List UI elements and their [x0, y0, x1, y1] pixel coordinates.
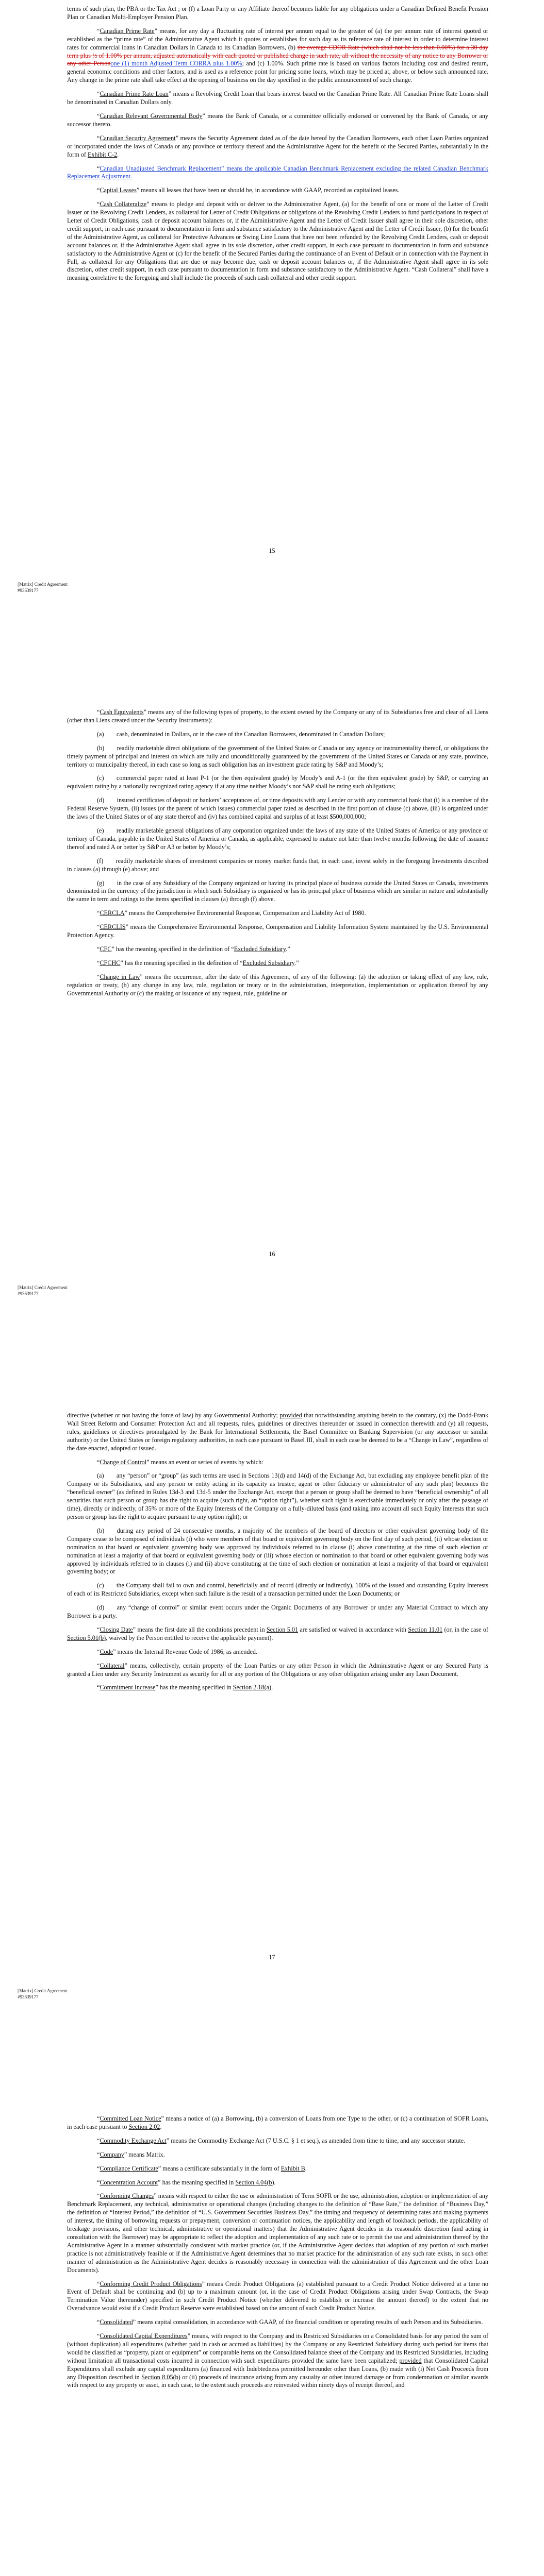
- defined-term: Company: [100, 2150, 124, 2158]
- page-footer: [18, 1988, 68, 2000]
- definition-canadian-prime-rate-loan: [67, 90, 488, 107]
- quote: “: [97, 2332, 100, 2340]
- text: ” means, collectively, certain property of the Loan Parties or any other Person in which the Administrative Agent or any Secured Party is granted a Lien under any Security Instrument as security for all or any portion of the Obligations or any other obligation arising under any Loan Document.: [67, 1662, 488, 1677]
- defined-term: Collateral: [100, 1662, 125, 1669]
- text: ” means a notice of (a) a Borrowing, (b) a conversion of Loans from one Type to the other, or (c) a continuation of SOFR Loans, in each case pursuant to: [67, 2115, 489, 2130]
- text: ” means Matrix.: [124, 2150, 165, 2158]
- text: ” means to pledge and deposit with or deliver to the Administrative Agent, (a) for the benefit of one or more of the Letter of Credit Issuer or the Revolving Credit Lenders, as collateral for Letter of Credit Obligations or obligations of the Revolving Credit Lenders to fund participations in respect of Letter of Credit Obligations, cash or deposit account balances or, if the Administrative Agent and the Letter of Credit Issuer shall agree in their sole discretion, other credit support, in each case pursuant to documentation in form and substance satisfactory to the Administrative Agent and the Letter of Credit Issuer, (b) for the benefit of the Administrative Agent, as collateral for Protective Advances or Swing Line Loans that have not been refunded by the Revolving Credit Lenders, cash or deposit account balances or, if the Administrative Agent shall agree in its sole discretion, other credit support, in each case pursuant to documentation in form and substance satisfactory to the Administrative Agent or (c) for the benefit of the Secured Parties during the continuance of an Event of Default or in connection with the Payment in Full, as collateral for any Obligations that are due or may become due, cash or deposit account balances or, if the Administrative Agent shall agree in its sole discretion, other credit support, in each case pursuant to documentation in form and substance satisfactory to the Administrative Agent. “Cash Collateral” shall have a meaning correlative to the foregoing and shall include the proceeds of such cash collateral and other credit support.: [67, 200, 488, 282]
- text: .: [160, 2123, 162, 2130]
- quote: “: [97, 2192, 100, 2200]
- list-item: [67, 1472, 488, 1521]
- term-reference: Excluded Subsidiary: [242, 959, 295, 967]
- defined-term: CERCLA: [100, 909, 125, 917]
- text: (d) insured certificates of deposit or bankers’ acceptances of, or time deposits with any Lender or with any commercial bank that (i) is a member of the Federal Reserve System, (ii) issues (or the parent of which issues) commercial paper rated as described in the first portion of clause (c) above, (iii) is organized under the laws of the United States or of any state thereof and (iv) has combined capital and surplus of at least $500,000,000;: [67, 796, 488, 821]
- text: ” means an event or series of events by which:: [146, 1458, 263, 1466]
- definition-canadian-unadjusted-benchmark-replacement: [67, 165, 488, 181]
- page-number: 16: [269, 1250, 275, 1258]
- defined-term: CERCLIS: [100, 923, 126, 931]
- text: .: [305, 2164, 307, 2172]
- text: ” means, for any day a fluctuating rate of interest per annum equal to the greater of (a) the per annum rate of interest quoted or established as the “prime rate” of the Administrative Agent which it quotes or establishes for such day as its reference rate of interest in order to determine interest rates for commercial loans in Canadian Dollars in Canada to its Canadian Borrowers, (b): [67, 27, 488, 51]
- definition-consolidated-capital-expenditures: [67, 2332, 488, 2389]
- defined-term: Cash Equivalents: [100, 708, 144, 716]
- quote: “: [97, 1648, 100, 1655]
- emphasis: provided: [399, 2357, 422, 2364]
- text: .: [271, 1684, 273, 1691]
- quote: “: [97, 90, 100, 98]
- text: ” means a certificate substantially in the form of: [158, 2164, 281, 2172]
- text: ” means the first date all the conditions precedent in: [133, 1625, 267, 1633]
- text: that notwithstanding anything herein to the contrary, (x) the Dodd-Frank Wall Street Reform and Consumer Protection Act and all requests, rules, guidelines or directives thereunder or issued in connection therewith and (y) all requests, rules, guidelines or directives promulgated by the Bank for International Settlements, the Basel Committee on Banking Supervision (or any successor or similar authority) or the United States or foreign regulatory authorities, in each case pursuant to Basel III, shall in each case be deemed to be a “Change in Law”, regardless of the date enacted, adopted or issued.: [67, 1412, 488, 1452]
- text: (c) commercial paper rated at least P-1 (or the then equivalent grade) by Moody’s and A-1 (or the then equivalent grade) by S&P, or carrying an equivalent rating by a nationally recognized rating agency if at any time neither Moody’s nor S&P shall be rating such obligations;: [67, 774, 488, 790]
- text: (e) readily marketable general obligations of any corporation organized under the laws of any state of the United States of America or any province or territory of Canada, payable in the United States of America or Canada, as applicable, expressed to mature not later than twelve months following the date of issuance thereof and rated A or better by S&P or A3 or better by Moody’s;: [67, 826, 488, 851]
- footer-title: [Matrix] Credit Agreement: [18, 582, 68, 587]
- defined-term: Code: [100, 1648, 113, 1655]
- quote: “: [97, 2318, 100, 2326]
- text: (a) cash, denominated in Dollars, or in the case of the Canadian Borrowers, denominated in Canadian Dollars;: [97, 730, 385, 738]
- definition-closing-date: [67, 1626, 488, 1642]
- text: ” has the meaning specified in: [158, 2178, 236, 2186]
- definition-compliance-certificate: [67, 2165, 488, 2173]
- defined-term: Cash Collateralize: [100, 200, 147, 208]
- text: ” means the Bank of Canada, or a committee officially endorsed or convened by the Bank of Canada, or any successor thereto.: [67, 112, 488, 128]
- text: ” means Credit Product Obligations (a) established pursuant to a Credit Product Notice delivered at a time no Event of Default shall be continuing and (b) up to a maximum amount (or, in the case of Credit Product Obligations arising under Swap Contracts, the Swap Termination Value thereunder) specified in such Credit Product Notice (whether delivered to establish or increase the amount thereof) to the extent that no Overadvance would exist if a Credit Product Reserve were established based on the amount of such Credit Product Notice.: [67, 2280, 488, 2312]
- quote: “: [97, 1458, 100, 1466]
- definition-collateral: [67, 1662, 488, 1679]
- definition-cfc: [67, 945, 488, 954]
- definition-concentration-account: [67, 2179, 488, 2187]
- page-15: [0, 0, 544, 703]
- text: ” means the Comprehensive Environmental Response, Compensation and Liability Information System maintained by the U.S. Environmental Protection Agency.: [67, 923, 488, 939]
- quote: “: [97, 164, 100, 172]
- quote: “: [97, 959, 100, 967]
- definition-consolidated: [67, 2318, 488, 2327]
- defined-term: Conforming Changes: [100, 2192, 154, 2200]
- text: terms of such plan, the PBA or the Tax Act ; or (f) a Loan Party or any Affiliate thereof becomes liable for any obligations under a Canadian Defined Benefit Pension Plan or Canadian Multi-Employer Pension Plan.: [67, 5, 488, 21]
- page-footer: [18, 1284, 68, 1297]
- footer-title: [Matrix] Credit Agreement: [18, 1285, 68, 1290]
- defined-term: Conforming Credit Product Obligations: [100, 2280, 202, 2287]
- definition-commitment-increase: [67, 1684, 488, 1692]
- defined-term: Change in Law: [100, 973, 140, 980]
- quote: “: [97, 2178, 100, 2186]
- list-item: [67, 879, 488, 904]
- exhibit-reference[interactable]: Exhibit C-2: [87, 150, 118, 158]
- text: (b) readily marketable direct obligations of the government of the United States or Canada or any agency or instrumentality thereof, or obligations the timely payment of principal and interest on which are fully and unconditionally guaranteed by the government of the United States or Canada or any state, province, territory or municipality thereof, in each case so long as such obligation has an investment grade rating by S&P and Moody’s;: [67, 744, 488, 768]
- text: ” has the meaning specified in: [155, 1684, 233, 1691]
- footer-doc-id: #93639177: [18, 1994, 39, 1999]
- section-reference[interactable]: Section 11.01: [408, 1625, 443, 1633]
- quote: “: [97, 2150, 100, 2158]
- page-body: [67, 1412, 488, 1692]
- quote: “: [97, 2164, 100, 2172]
- defined-term: CFCHC: [100, 959, 121, 967]
- quote: “: [97, 1625, 100, 1633]
- list-item: [67, 774, 488, 791]
- defined-term: Capital Leases: [100, 187, 137, 194]
- quote: “: [97, 2137, 100, 2144]
- text: (c) the Company shall fail to own and control, beneficially and of record (directly or indirectly), 100% of the issued and outstanding Equity Interests of each of its Restricted Subsidiaries, except when such failure is the result of a transaction permitted under the Loan Documents; or: [67, 1582, 488, 1598]
- section-reference[interactable]: Section 5.01(b): [67, 1634, 106, 1641]
- defined-term: Consolidated Capital Expenditures: [100, 2332, 188, 2340]
- defined-term: CFC: [100, 945, 112, 953]
- quote: “: [97, 2115, 100, 2122]
- definition-cercla: [67, 909, 488, 918]
- definition-canadian-prime-rate: [67, 27, 488, 84]
- defined-term: Consolidated: [100, 2318, 133, 2326]
- list-item: [67, 1527, 488, 1576]
- definition-commodity-exchange-act: [67, 2137, 488, 2145]
- text: .: [274, 2178, 276, 2186]
- quote: “: [97, 909, 100, 917]
- definition-code: [67, 1648, 488, 1656]
- text: (f) readily marketable shares of investment companies or money market funds that, in each case, invest solely in the foregoing Investments described in clauses (a) through (e) above; and: [67, 857, 488, 873]
- list-item: [67, 1604, 488, 1620]
- defined-term: Closing Date: [100, 1625, 133, 1633]
- text: (or, in the case of: [442, 1625, 488, 1633]
- list-item: [67, 1582, 488, 1598]
- text: ” means the Commodity Exchange Act (7 U.S.C. § 1 et seq.), as amended from time to time, and any successor statute.: [166, 2137, 466, 2144]
- text: (g) in the case of any Subsidiary of the Company organized or having its principal place of business outside the United States or Canada, investments denominated in the currency of the jurisdiction in which such Subsidiary is organized or has its principal place of business which are similar in nature and substantially the same in term and ratings to the items specified in clauses (a) through (f) above.: [67, 879, 488, 903]
- list-item: [67, 796, 488, 821]
- text: ” means the occurrence, after the date of this Agreement, of any of the following: (a) the adoption or taking effect of any law, rule, regulation or treaty, (b) any change in any law, rule, regulation or treaty or in the administration, interpretation, implementation or application thereof by any Governmental Authority or (c) the making or issuance of any request, rule, guideline or: [67, 973, 488, 997]
- text: (d) any “change of control” or similar event occurs under the Organic Documents of any Borrower or under any Material Contract to which any Borrower is a party.: [67, 1604, 488, 1620]
- text: ” means the Comprehensive Environmental Response, Compensation and Liability Act of 1980.: [124, 909, 366, 917]
- quote: “: [97, 1684, 100, 1691]
- page-body: [67, 2115, 488, 2389]
- defined-term: Canadian Prime Rate Loan: [100, 90, 169, 98]
- paragraph: [67, 5, 488, 22]
- text: ” means a Revolving Credit Loan that bears interest based on the Canadian Prime Rate. All Canadian Prime Rate Loans shall be denominated in Canadian Dollars only.: [67, 90, 488, 106]
- text: .: [117, 150, 119, 158]
- quote: “: [97, 708, 100, 716]
- text: ” means all leases that have been or should be, in accordance with GAAP, recorded as capitalized leases.: [136, 187, 400, 194]
- text: or (ii) proceeds of insurance arising from any casualty or other insured damage or from condemnation or similar awards with respect to any property or asset, in each case, to the extent such proceeds are reinvested within ninety days of receipt thereof, and: [67, 2373, 488, 2389]
- emphasis: provided: [279, 1412, 302, 1419]
- page-18: [0, 2110, 544, 2576]
- list-item: [67, 827, 488, 852]
- definition-cash-equivalents: [67, 708, 488, 725]
- section-reference[interactable]: Section 2.18(a): [233, 1684, 272, 1691]
- definition-company: [67, 2151, 488, 2159]
- section-reference[interactable]: Section 5.01: [266, 1625, 299, 1633]
- definition-capital-leases: [67, 187, 488, 195]
- definition-canadian-relevant-governmental-body: [67, 112, 488, 129]
- text: , waived by the Person entitled to receive the applicable payment).: [106, 1634, 273, 1641]
- section-reference[interactable]: Section 4.04(b): [235, 2178, 274, 2186]
- page-body: [67, 5, 488, 282]
- defined-term: Canadian Security Agreement: [100, 134, 176, 142]
- definition-change-in-law: [67, 973, 488, 998]
- text: directive (whether or not having the force of law) by any Governmental Authority;: [67, 1412, 280, 1419]
- page-footer: [18, 581, 68, 594]
- quote: “: [97, 1662, 100, 1669]
- definition-canadian-security-agreement: [67, 134, 488, 159]
- quote: “: [97, 112, 100, 120]
- definition-cash-collateralize: [67, 200, 488, 282]
- list-item: [67, 731, 488, 739]
- term-reference: Excluded Subsidiary: [234, 945, 286, 953]
- defined-term: Commodity Exchange Act: [100, 2137, 167, 2144]
- text: ” has the meaning specified in the definition of “: [120, 959, 243, 967]
- text: ” means the Internal Revenue Code of 1986, as amended.: [113, 1648, 258, 1655]
- text: ” means with respect to either the use or administration of Term SOFR or the use, administration, adoption or implementation of any Benchmark Replacement, any technical, administrative or operational changes (including changes to the definition of “Base Rate,” the definition of “Business Day,” the definition of “Interest Period,” the definition of “U.S. Government Securities Business Day,” the timing and frequency of determining rates and making payments of interest, the timing of borrowing requests or prepayment, conversion or continuation notices, the applicability and length of lookback periods, the applicability of breakage provisions, and other technical, administrative or operational matters) that the Administrative Agent decides in its reasonable discretion (and acting in consultation with the Borrower) may be appropriate to reflect the adoption and implementation of any such rate or to permit the use and administration thereof by the Administrative Agent in a manner substantially consistent with market practice (or, if the Administrative Agent decides that adoption of any portion of such market practice is not administratively feasible or if the Administrative Agent determines that no market practice for the administration of any such rate exists, in such other manner of administration as the Administrative Agent decides is reasonably necessary in connection with the administration of this Agreement and the other Loan Documents).: [67, 2192, 488, 2274]
- quote: “: [97, 973, 100, 980]
- page-17: [0, 1406, 544, 2110]
- text: (b) during any period of 24 consecutive months, a majority of the members of the board of directors or other equivalent governing body of the Company cease to be composed of individuals (i) who were members of that board or equivalent governing body on the first day of such period, (ii) whose election or nomination to that board or equivalent governing body was approved by individuals referred to in clause (i) above constituting at the time of such election or nomination at least a majority of that board or equivalent governing body or (iii) whose election or nomination to that board or other equivalent governing body was approved by individuals referred to in clauses (i) and (ii) above constituting at the time of such election or nomination at least a majority of that board or equivalent governing body; or: [67, 1527, 488, 1575]
- section-reference[interactable]: Section 2.02: [128, 2123, 160, 2130]
- quote: “: [97, 945, 100, 953]
- text: ” means the Security Agreement dated as of the date hereof by the Canadian Borrowers, each other Loan Parties organized or incorporated under the laws of Canada or any province or territory thereof and the Administrative Agent for the benefit of the Secured Parties, substantially in the form of: [67, 134, 488, 158]
- definition-conforming-changes: [67, 2192, 488, 2274]
- text: are satisfied or waived in accordance with: [298, 1625, 408, 1633]
- definition-committed-loan-notice: [67, 2115, 488, 2131]
- quote: “: [97, 27, 100, 35]
- quote: “: [97, 187, 100, 194]
- defined-term: Commitment Increase: [100, 1684, 156, 1691]
- quote: “: [97, 2280, 100, 2287]
- text: ” has the meaning specified in the definition of “: [111, 945, 234, 953]
- page-16: [0, 703, 544, 1406]
- defined-term: Concentration Account: [100, 2178, 158, 2186]
- defined-term: Canadian Prime Rate: [100, 27, 155, 35]
- text: .”: [286, 945, 290, 953]
- definition-cerclis: [67, 923, 488, 940]
- defined-term: Compliance Certificate: [100, 2164, 158, 2172]
- text: (a) any “person” or “group” (as such terms are used in Sections 13(d) and 14(d) of the Exchange Act, but excluding any employee benefit plan of the Company or its Subsidiaries, and any person or entity acting in its capacity as trustee, agent or other fiduciary or administrator of any such plan) becomes the “beneficial owner” (as defined in Rules 13d-3 and 13d-5 under the Exchange Act, except that a person or group shall be deemed to have “beneficial ownership” of all securities that such person or group has the right to acquire (such right, an “option right”), whether such right is exercisable immediately or only after the passage of time), directly or indirectly, of 35% or more of the Equity Interests of the Company on a fully-diluted basis (and taking into account all such Equity Interests that such person or group has the right to acquire pursuant to any option right); or: [67, 1472, 488, 1520]
- defined-term: Committed Loan Notice: [100, 2115, 161, 2122]
- text: that Consolidated Capital Expenditures shall exclude any capital expenditures (a) financed with Indebtedness permitted hereunder other than Loans, (b) made with (i) Net Cash Proceeds from any Disposition described in: [67, 2357, 489, 2381]
- footer-doc-id: #93639177: [18, 1291, 39, 1296]
- text: ” means any of the following types of property, to the extent owned by the Company or any of its Subsidiaries free and clear of all Liens (other than Liens created under the Security Instruments):: [67, 708, 488, 724]
- definition-cfchc: [67, 959, 488, 968]
- text: ” means, with respect to the Company and its Restricted Subsidiaries on a Consolidated basis for any period the sum of (without duplication) all expenditures (whether paid in cash or accrued as liabilities) by the Company or any Restricted Subsidiary during such period for items that would be classified as “property, plant or equipment” or comparable items on the Consolidated balance sheet of the Company and its Restricted Subsidiaries, including without limitation all transactional costs incurred in connection with such expenditures provided the same have been capitalized;: [67, 2332, 488, 2364]
- definition-conforming-credit-product-obligations: [67, 2280, 488, 2313]
- quote: “: [97, 923, 100, 931]
- text: ” means capital consolidation, in accordance with GAAP, of the financial condition or operating results of such Person and its Subsidiaries.: [133, 2318, 483, 2326]
- quote: “: [97, 134, 100, 142]
- inserted-text: one (1) month Adjusted Term CORRA plus 1.00%: [110, 60, 242, 67]
- section-reference[interactable]: Section 8.05(b): [141, 2373, 180, 2381]
- list-item: [67, 857, 488, 874]
- deleted-text: the average CDOR Rate (which shall not be less than 0.00%) for a 30 day term plus ½ of 1.00% per annum, adjusted automatically with each quoted or published change in such rate, all without the necessity of any notice to any Borrower or any other Person: [67, 43, 488, 67]
- quote: “: [97, 200, 100, 208]
- footer-doc-id: #93639177: [18, 588, 39, 593]
- exhibit-reference[interactable]: Exhibit B: [281, 2164, 305, 2172]
- defined-term: Change of Control: [100, 1458, 147, 1466]
- list-item: [67, 744, 488, 769]
- page-body: [67, 708, 488, 997]
- footer-title: [Matrix] Credit Agreement: [18, 1988, 68, 1993]
- text: ; and (c) 1.00%. Such prime rate is based on various factors including cost and desired return, general economic conditions and other factors, and is used as a reference point for pricing some loans, which may be priced at, above, or below such announced rate. Any change in the prime rate shall take effect at the opening of business on the day specified in the public announcement of such change.: [67, 60, 488, 84]
- inserted-defined-term: Canadian Unadjusted Benchmark Replacement: [100, 164, 222, 172]
- defined-term: Canadian Relevant Governmental Body: [100, 112, 203, 120]
- definition-change-of-control: [67, 1459, 488, 1467]
- page-number: 17: [269, 1954, 275, 1961]
- text: .”: [294, 959, 299, 967]
- paragraph: [67, 1412, 488, 1453]
- page-number: 15: [269, 547, 275, 554]
- inserted-text: ” means the applicable Canadian Benchmark Replacement excluding the related Canadian Benchmark Replacement Adjustment.: [67, 164, 488, 180]
